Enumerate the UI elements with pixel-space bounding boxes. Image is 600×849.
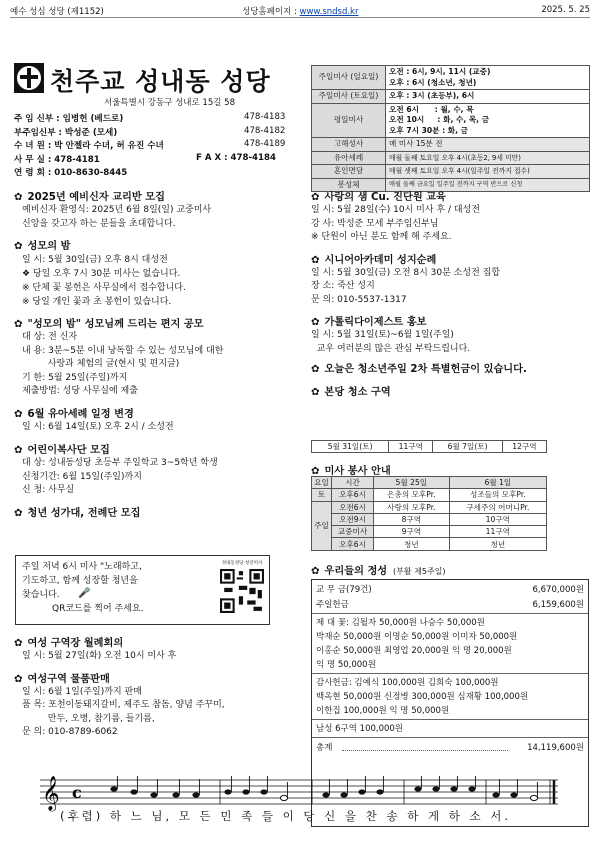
note bbox=[376, 789, 383, 794]
table-cell: 5월 31일(토) bbox=[312, 441, 389, 453]
mass-schedule-table: 주일미사 (일요일) 오전 : 6시, 9시, 11시 (교중) 오후 : 6시 (청소년, 청년) 주일미사 (토요일) 오후 : 3시 (초등부), 6시 평일미사 오전 6시 : 월, 수, 목 오전 10시 : 화, 수, 목, 금 오후 7시 30분 : 화, 금 고해성사 매 미사 15분 전 유아세례 매월 둘째 토요일 오후 4시(초등2, 9세 미만) 혼인면담 매월 셋째 토요일 오후 4시(일주일 전까지 접수) 봉성체 매월 둘째 금요일 일주일 전까지 구역 반으로 신청 bbox=[311, 65, 590, 192]
section-body: 대 상: 성내동성당 초등부 주일학교 3~5학년 학생 신청기간: 6월 15일(주일)까지 신 청: 사무실 bbox=[22, 458, 218, 495]
cleaning-table bbox=[311, 440, 547, 453]
section-title: ✿ 어린이복사단 모집 bbox=[14, 441, 306, 456]
table-row: 주일 오전6시 사랑의 모후Pr. 구세주의 어머니Pr. bbox=[312, 501, 547, 513]
contact-row: 사 무 실 : 478-4181 F A X : 478-4184 bbox=[14, 152, 276, 165]
note bbox=[414, 786, 421, 791]
section-title: ✿ 시니어아카데미 성지순례 bbox=[311, 251, 591, 266]
section-title: ✿ 2025년 예비신자 교리반 모집 bbox=[14, 188, 306, 203]
section-title: ✿ 여성구역 물품판매 bbox=[14, 670, 306, 685]
mass-service-table: 요일 시간 5월 25일 6월 1일 토 오후6시 은총의 모후Pr. 성조들의 모후Pr. 주일 오전6시 사랑의 모후Pr. 구세주의 어머니Pr. 오전9시 8구역 10구역 교중미사 9구역 11구역 오후6시 청년 청년 bbox=[311, 476, 547, 551]
contact-row: 수 녀 원 : 박 안젤라 수녀, 허 유진 수녀 478-4189 bbox=[14, 139, 286, 151]
section-body: 대 상: 전 신자 내 용: 3분~5분 이내 낭독할 수 있는 성모님에 대한 사랑과 체험의 글(현시 및 편지글) 기 한: 5월 25일(주일)까지 제출방법: 성당 사무실에 제출 bbox=[22, 332, 224, 396]
youth-recruit-box: 주일 저녁 6시 미사 "노래하고, 기도하고, 함께 성장할 청년을 찾습니다. QR코드를 찍어 주세요. 🎤 bbox=[15, 555, 270, 625]
homepage-link[interactable]: www.sndsd.kr bbox=[299, 7, 359, 17]
header bbox=[14, 63, 304, 96]
section-title: ✿ 미사 봉사 안내 bbox=[311, 462, 391, 477]
contact-row: 주 임 신부 : 임병헌 (베드로) 478-4183 bbox=[14, 112, 286, 124]
note bbox=[322, 792, 329, 797]
note bbox=[340, 792, 347, 797]
table-row: 오전9시 8구역 10구역 bbox=[312, 513, 547, 525]
table-row: 토 오후6시 은총의 모후Pr. 성조들의 모후Pr. bbox=[312, 489, 547, 501]
note bbox=[450, 786, 457, 791]
top-bar bbox=[10, 2, 590, 18]
table-cell: 12구역 bbox=[502, 441, 546, 453]
table-cell: 11구역 bbox=[389, 441, 433, 453]
qr-code-icon bbox=[220, 569, 264, 613]
section-title: ✿ "성모의 밤" 성모님께 드리는 편지 공모 bbox=[14, 315, 306, 330]
left-column-bottom bbox=[14, 634, 306, 740]
contact-row: 연 령 회 : 010-8630-8445 bbox=[14, 168, 128, 178]
note bbox=[432, 786, 439, 791]
note bbox=[224, 789, 231, 794]
note bbox=[510, 792, 517, 797]
section-body: 일 시: 5월 30일(금) 오전 8시 30분 소성전 집합 장 소: 죽산 성지 문 의: 010-5537-1317 bbox=[311, 267, 501, 305]
svg-text:c: c bbox=[72, 783, 82, 802]
section-body: 일 시: 5월 27일(화) 오전 10시 미사 후 bbox=[22, 651, 177, 661]
note bbox=[530, 795, 537, 800]
mic-icon: 🎤 bbox=[78, 588, 91, 599]
section-body: 일 시: 5월 28일(수) 10시 미사 후 / 대성전 강 사: 박성준 모세 부주임신부님 ※ 단원이 아닌 분도 함께 해 주세요. bbox=[311, 205, 480, 242]
section-body: 일 시: 5월 31일(토)~6월 1일(주일) 교우 여러분의 많은 관심 부탁드립니다. bbox=[311, 330, 471, 354]
church-logo-icon bbox=[14, 63, 44, 93]
section-title: ✿ 사랑의 샘 Cu. 진단원 교육 bbox=[311, 188, 591, 203]
left-column bbox=[14, 188, 306, 519]
note bbox=[110, 786, 117, 791]
address: 서울특별시 강동구 성내로 15길 58 bbox=[104, 98, 235, 108]
section-body: 일 시: 6월 14일(토) 오후 2시 / 소성전 bbox=[22, 421, 174, 432]
section-title: ✿ 성모의 밤 bbox=[14, 237, 306, 252]
music-staff bbox=[40, 776, 560, 812]
homepage: 성당홈페이지 : www.sndsd.kr bbox=[242, 7, 359, 17]
right-column bbox=[311, 188, 591, 398]
table-row: 교중미사 9구역 11구역 bbox=[312, 526, 547, 538]
offering-box: 교 무 금(79건) 6,670,000원 주일헌금 6,159,600원 제 대 꽃: 김될자 50,000원 나승수 50,000원 박재순 50,000원 이명순 50,000원 이미자 50,000원 이홍순 50,000원 최영업 20,000원 익 명 20,000원 익 명 50,000원 감사헌금: 김예식 100,000원 김희숙 100,000원 백옥현 50,000원 신정병 300,000원 심재황 100,000원 이한집 100,000원 익 명 50,000원 남성 6구역 100,000원 총계 14,119,600원 bbox=[311, 579, 589, 827]
section-title: ✿ 본당 청소 구역 bbox=[311, 383, 591, 398]
section-title: ✿ 여성 구역장 월례회의 bbox=[14, 634, 306, 649]
note bbox=[242, 789, 249, 794]
qr-code[interactable]: 성내동성당 청년미사 bbox=[218, 560, 266, 618]
note bbox=[358, 789, 365, 794]
page-title: 천주교 성내동 성당 bbox=[50, 67, 271, 96]
issue-date: 2025. 5. 25 bbox=[541, 5, 590, 15]
section-title: ✿ 청년 성가대, 전례단 모집 bbox=[14, 504, 306, 519]
contact-row: 부주임신부 : 박성준 (모세) 478-4182 bbox=[14, 125, 286, 138]
section-body: 일 시: 6월 1일(주일)까지 판매 품 목: 포천이동돼지갈비, 제주도 참돔, 양념 주꾸미, 만두, 오병, 참기름, 들기름, 문 의: 010-8789-6062 bbox=[22, 686, 225, 738]
note bbox=[260, 789, 267, 794]
note bbox=[492, 792, 499, 797]
contact-list bbox=[14, 112, 304, 180]
note bbox=[150, 792, 157, 797]
table-cell: 6월 7일(토) bbox=[433, 441, 502, 453]
note bbox=[468, 786, 475, 791]
note bbox=[130, 789, 137, 794]
section-body: 일 시: 5월 30일(금) 오후 8시 대성전 ❖ 당일 오후 7시 30분 미사는 없습니다. ※ 단체 꽃 봉헌은 사무실에서 접수합니다. ※ 당일 개인 꽃과 초 봉헌이 있습니다. bbox=[22, 255, 186, 307]
note bbox=[192, 792, 199, 797]
section-body: 예비신자 환영식: 2025년 6월 8일(일) 교중미사 신앙을 갖고자 하는 분들을 초대합니다. bbox=[22, 205, 212, 229]
lyrics: (후렴) 하 느 님, 모 든 민 족 들 이 당 신 을 찬 송 하 게 하 소 서. bbox=[60, 809, 512, 823]
section-title: ✿ 6월 유아세례 일정 변경 bbox=[14, 405, 306, 420]
note bbox=[280, 795, 287, 800]
treble-clef-icon: 𝄞 bbox=[42, 776, 60, 811]
section-title: ✿ 오늘은 청소년주일 2차 특별헌금이 있습니다. bbox=[311, 363, 591, 377]
parish-issue: 예수 성심 성당 (제1152) bbox=[10, 7, 104, 17]
section-title: ✿ 가톨릭다이제스트 홍보 bbox=[311, 313, 591, 328]
table-row: 오후6시 청년 청년 bbox=[312, 538, 547, 550]
note bbox=[172, 792, 179, 797]
offering-heading: ✿ 우리들의 정성 (부활 제5주일) bbox=[311, 562, 446, 577]
